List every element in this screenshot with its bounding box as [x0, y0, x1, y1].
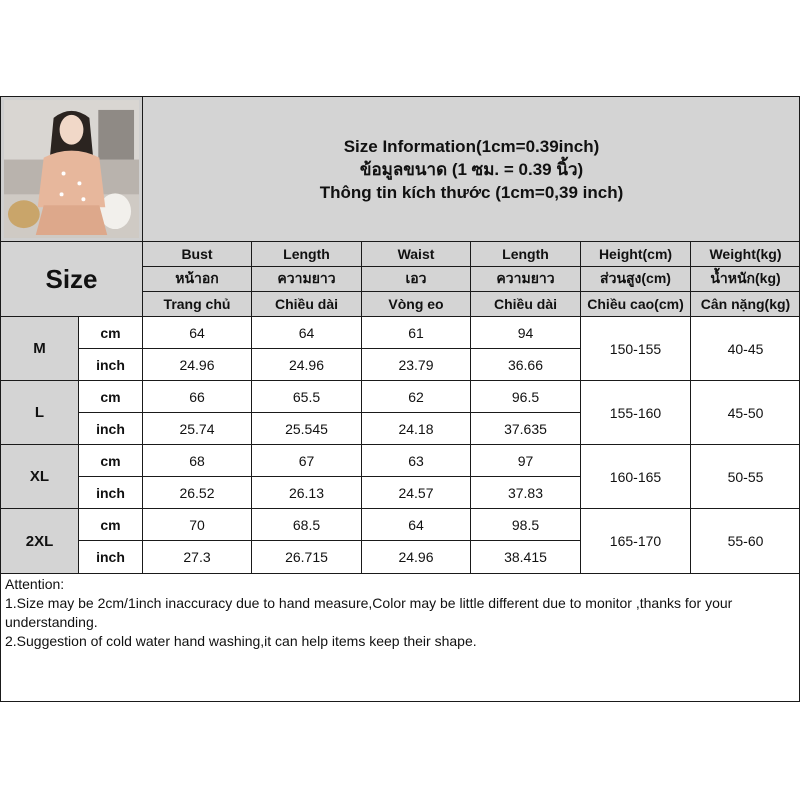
value-cell: 24.96: [251, 348, 361, 380]
title-en: Size Information(1cm=0.39inch): [343, 136, 600, 156]
value-cell: 26.715: [251, 540, 361, 573]
unit-inch: inch: [78, 348, 142, 380]
col-bust-th: หน้าอก: [142, 266, 251, 291]
value-cell: 96.5: [470, 380, 580, 412]
value-cell: 94: [470, 316, 580, 348]
size-heading: Size: [0, 241, 142, 316]
attention-item: 2.Suggestion of cold water hand washing,it can help items keep their shape.: [5, 633, 477, 649]
weight-range: 50-55: [690, 444, 800, 508]
attention-item: 1.Size may be 2cm/1inch inaccuracy due to hand measure,Color may be little different due to monitor ,thanks for your understanding.: [5, 595, 733, 630]
size-name: XL: [0, 444, 78, 508]
value-cell: 64: [251, 316, 361, 348]
table-bottom-border: [0, 701, 800, 702]
value-cell: 64: [142, 316, 251, 348]
title-block: [142, 96, 800, 241]
value-cell: 37.83: [470, 476, 580, 508]
col-waist-en: Waist: [361, 241, 470, 266]
size-name: M: [0, 316, 78, 380]
value-cell: 70: [142, 508, 251, 540]
value-cell: 65.5: [251, 380, 361, 412]
value-cell: 36.66: [470, 348, 580, 380]
unit-inch: inch: [78, 540, 142, 573]
value-cell: 26.13: [251, 476, 361, 508]
col-waist-vi: Vòng eo: [361, 291, 470, 316]
attention-heading: Attention:: [5, 576, 65, 592]
value-cell: 97: [470, 444, 580, 476]
value-cell: 38.415: [470, 540, 580, 573]
col-weight-vi: Cân nặng(kg): [690, 291, 800, 316]
unit-cm: cm: [78, 444, 142, 476]
col-bust-vi: Trang chủ: [142, 291, 251, 316]
size-name: 2XL: [0, 508, 78, 573]
unit-cm: cm: [78, 380, 142, 412]
col-height-en: Height(cm): [580, 241, 690, 266]
attention-notes: [0, 573, 800, 702]
title-vi: Thông tin kích thước (1cm=0,39 inch): [319, 182, 624, 202]
col-length-th: ความยาว: [251, 266, 361, 291]
col-waist-th: เอว: [361, 266, 470, 291]
value-cell: 26.52: [142, 476, 251, 508]
model-photo-illustration: [4, 100, 139, 238]
unit-inch: inch: [78, 412, 142, 444]
height-range: 150-155: [580, 316, 690, 380]
weight-range: 55-60: [690, 508, 800, 573]
col-bust-en: Bust: [142, 241, 251, 266]
value-cell: 27.3: [142, 540, 251, 573]
col-weight-th: น้ำหนัก(kg): [690, 266, 800, 291]
value-cell: 68: [142, 444, 251, 476]
col-length2-vi: Chiều dài: [470, 291, 580, 316]
value-cell: 62: [361, 380, 470, 412]
height-range: 160-165: [580, 444, 690, 508]
value-cell: 64: [361, 508, 470, 540]
height-range: 155-160: [580, 380, 690, 444]
unit-inch: inch: [78, 476, 142, 508]
col-height-th: ส่วนสูง(cm): [580, 266, 690, 291]
height-range: 165-170: [580, 508, 690, 573]
unit-cm: cm: [78, 316, 142, 348]
value-cell: 37.635: [470, 412, 580, 444]
size-name: L: [0, 380, 78, 444]
unit-cm: cm: [78, 508, 142, 540]
value-cell: 98.5: [470, 508, 580, 540]
value-cell: 24.57: [361, 476, 470, 508]
product-photo: [0, 96, 142, 241]
value-cell: 63: [361, 444, 470, 476]
value-cell: 24.18: [361, 412, 470, 444]
value-cell: 61: [361, 316, 470, 348]
value-cell: 25.545: [251, 412, 361, 444]
value-cell: 24.96: [361, 540, 470, 573]
value-cell: 24.96: [142, 348, 251, 380]
col-length2-en: Length: [470, 241, 580, 266]
col-length-vi: Chiều dài: [251, 291, 361, 316]
value-cell: 25.74: [142, 412, 251, 444]
value-cell: 66: [142, 380, 251, 412]
col-weight-en: Weight(kg): [690, 241, 800, 266]
value-cell: 23.79: [361, 348, 470, 380]
value-cell: 68.5: [251, 508, 361, 540]
weight-range: 45-50: [690, 380, 800, 444]
col-height-vi: Chiều cao(cm): [580, 291, 690, 316]
col-length2-th: ความยาว: [470, 266, 580, 291]
title-th: ข้อมูลขนาด (1 ซม. = 0.39 นิ้ว): [359, 159, 584, 179]
col-length-en: Length: [251, 241, 361, 266]
weight-range: 40-45: [690, 316, 800, 380]
value-cell: 67: [251, 444, 361, 476]
